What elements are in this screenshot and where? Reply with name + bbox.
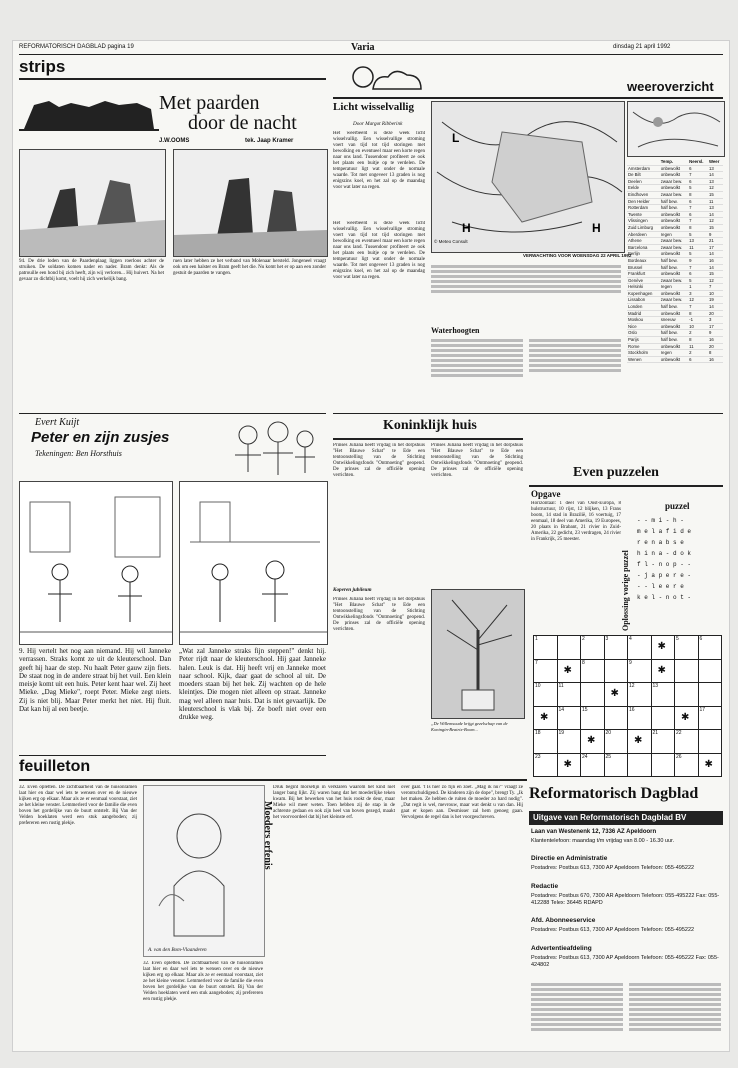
newspaper-page xyxy=(12,40,730,1052)
cell-number: 3 xyxy=(605,636,609,642)
peter-title: Peter en zijn zusjes xyxy=(31,429,170,446)
crossword-cell[interactable] xyxy=(627,729,652,754)
solution-row: r e n a b s e xyxy=(637,539,684,546)
masthead-paper-page: REFORMATORISCH DAGBLAD pagina 19 xyxy=(19,44,134,50)
crossword-cell[interactable] xyxy=(698,659,723,684)
koninklijk-body: Prinses Juliana heeft vrijdag in het dorpshuis "Het Blauwe Schat" te Ede een tentoonstelling van de Stichting Ontwikkelingsfonds "Ontmoeting" geopend. De prinses zal de officiële opening verrichten. xyxy=(333,443,425,478)
crossword-cell[interactable] xyxy=(698,682,723,707)
table-row: Nice onbewolkt 10 17 xyxy=(627,323,723,330)
rd-fineprint-right xyxy=(629,981,721,1047)
rd-sec3-title: Afd. Abonneeservice xyxy=(531,917,596,924)
crossword-cell[interactable] xyxy=(651,753,676,778)
rd-sec4-text: Postadres: Postbus 613, 7300 AP Apeldoorn Telefoon: 055-495222 Fax: 055-424802 xyxy=(531,955,719,968)
opgave-label: Opgave xyxy=(531,489,561,499)
europe-map xyxy=(627,101,725,157)
table-row: Berlijn onbewolkt 5 14 xyxy=(627,251,723,258)
crossword-cell[interactable] xyxy=(580,659,605,684)
waterhoogten-text xyxy=(431,337,523,397)
crossword-cell[interactable] xyxy=(557,635,582,660)
black-square-star-icon: ✱ xyxy=(681,711,690,723)
strip-panel-right xyxy=(173,149,328,257)
feuilleton-col2: Druk begint morsetijn in verklaren waarom het kind niet langer bang lijkt. Zij waren bang dat het moederlijke teken kwam. Bij het bewerken van het huis rookt de deur, maar Mieke wil meer weten. Toen hebben zij de stap in de achterste gedaan en ook zijn heel van boven gezegd, maakt het voorvoordeel dat bij het kleinste erf. xyxy=(273,785,395,820)
strip-panel-left xyxy=(19,149,166,257)
table-row: Barcelona zwaar bew. 11 17 xyxy=(627,244,723,251)
solution-row: h i n a - d o k xyxy=(637,550,692,557)
cell-number: 19 xyxy=(558,730,565,736)
cell-number: 6 xyxy=(699,636,703,642)
cell-number: 12 xyxy=(629,683,635,689)
solution-grid xyxy=(637,515,723,603)
feuilleton-col1: 32. Even opletten. De zichtbaarheid van de huisonramen laat hier en daar wel iets te wensen over en de nieuwe kijken erg op elkaar. Maar als ze er eenmaal voorstaat, ziet ze het kleine venster. Lemmerlerd voor de familie die even boven het gordelijke van de buurt ontstelt. Bij Van der Velden hoeklaten werd een stuk aangeboden; zij prefereren een rustig plekje. xyxy=(19,785,137,826)
rd-phone-hours: Klantentelefoon: maandag t/m vrijdag van 8.00 - 16.30 uur. xyxy=(531,838,675,844)
city-weather-table xyxy=(627,159,723,409)
crossword-cell[interactable] xyxy=(557,706,582,731)
solution-row: - j a p e r e - xyxy=(637,572,692,579)
crossword-cell[interactable] xyxy=(533,682,558,707)
map-copyright: © Meteo Consult xyxy=(434,239,468,244)
crossword-cell[interactable] xyxy=(698,635,723,660)
black-square-star-icon: ✱ xyxy=(634,735,643,746)
black-square-star-icon: ✱ xyxy=(610,688,619,699)
solution-side-title: Oplossing vorige puzzel xyxy=(621,550,630,631)
crossword-cell[interactable] xyxy=(604,682,629,707)
crossword-cell[interactable] xyxy=(674,635,699,660)
peter-panel-right xyxy=(179,481,328,645)
crossword-cell[interactable] xyxy=(651,706,676,731)
rd-sec3-text: Postadres: Postbus 613, 7300 AP Apeldoorn Telefoon: 055-495222 xyxy=(531,927,695,933)
cell-number: 17 xyxy=(699,706,706,713)
table-row: Vlissingen onbewolkt 7 12 xyxy=(627,218,723,225)
crossword-cell[interactable] xyxy=(557,729,582,754)
crossword-cell[interactable] xyxy=(651,659,676,684)
cell-number: 2 xyxy=(582,636,585,642)
crossword-cell[interactable] xyxy=(674,729,699,754)
black-square-star-icon: ✱ xyxy=(704,758,713,770)
crossword-cell[interactable] xyxy=(627,659,652,684)
masthead-date: dinsdag 21 april 1992 xyxy=(613,44,671,50)
crossword-grid xyxy=(533,635,723,779)
crossword-cell[interactable] xyxy=(674,659,699,684)
feuilleton-label: feuilleton xyxy=(19,758,91,775)
cell-number: 7 xyxy=(535,659,538,666)
table-header-row: Temp. Neersl. Weer xyxy=(627,159,723,165)
cell-number: 25 xyxy=(605,753,612,760)
solution-row: m e l a f i d e xyxy=(637,528,692,535)
table-row: Rome onbewolkt 11 20 xyxy=(627,343,723,350)
crossword-cell[interactable] xyxy=(674,682,699,707)
black-square-star-icon: ✱ xyxy=(657,664,666,676)
cell-number: 18 xyxy=(535,730,541,736)
table-row: Kopenhagen onbewolkt 3 10 xyxy=(627,290,723,297)
cell-number: 23 xyxy=(535,753,541,760)
peter-author: Evert Kuijt xyxy=(35,417,80,428)
rd-sec1-title: Directie en Administratie xyxy=(531,855,608,862)
cell-number: 10 xyxy=(535,683,541,689)
table-row: Aberdeen regen 5 9 xyxy=(627,231,723,238)
black-square-star-icon: ✱ xyxy=(657,641,666,652)
table-row: Genève zwaar bew. 5 12 xyxy=(627,277,723,284)
map-caption: VERWACHTING VOOR WOENSDAG 22 APRIL 1992 xyxy=(523,253,632,258)
book-cover xyxy=(143,785,265,957)
crossword-cell[interactable] xyxy=(533,635,558,660)
crossword-cell[interactable] xyxy=(580,753,605,778)
black-square-star-icon: ✱ xyxy=(587,735,596,746)
feuilleton-col3: over gaat. 't Is hier zo fijn en zoet. „Mag ik nu?" vraagt ze verontschuldigend. De kinderen zijn de dope", brengt Ty. „Ik het maken. Ze hebben de ruiten de moeder zo hard nodig". „Dat regit is wel, mevrouw, maar wat denkt u van dan. Hij gaat er kopen aan. Desmisser zal hem genoeg gaan. Vervolgens de regel dan is het voorgeschreven. xyxy=(401,785,523,820)
solution-label: puzzel xyxy=(665,501,690,511)
black-square-star-icon: ✱ xyxy=(563,664,572,676)
wisselvallig-body-cont: Het weerbeeld is deze week licht wisselvallig. Een wisselvallige stroming voert van tijd tot tijd storingen met bewolking en eventueel maar een korte regen naar ons land. Tussendoor profiteert ze ook het plaats een buitje op te verdelen. De temperatuur ligt wat onder de normale waarde. Tot met ongeveer 13 graden is nog enigszins koel, en het zal op de maandag voor wat later na regen. xyxy=(333,221,425,280)
table-row: Athene zwaar bew. 13 21 xyxy=(627,238,723,245)
wisselvallig-title: Licht wisselvallig xyxy=(333,101,414,113)
solution-row: - - m i - h - xyxy=(637,517,684,524)
crossword-cell[interactable] xyxy=(580,729,605,754)
cell-number: 9 xyxy=(629,659,632,666)
table-row: Wenen onbewolkt 6 16 xyxy=(627,356,723,363)
rd-sec2-text: Postadres: Postbus 670, 7300 AR Apeldoorn Telefoon: 055-495222 Fax: 055-412288 Telex: 36445 RDAPD xyxy=(531,893,720,906)
crossword-cell[interactable] xyxy=(604,729,629,754)
feuilleton-col1b: 32. Even opletten. De zichtbaarheid van de huisonramen laat hier en daar wel iets te wensen over en de nieuwe kijken erg op elkaar. Maar als ze er eenmaal voorstaat, ziet ze het kleine venster. Lemmerlerd voor de familie die even boven het gordelijke van de buurt ontstelt. Bij Van der Velden hoeklaten werd een stuk aangeboden; zij prefereren een rustig plekje. xyxy=(143,961,263,1002)
crossword-cell[interactable] xyxy=(533,659,558,684)
crossword-cell[interactable] xyxy=(557,682,582,707)
book-author: A. van den Bom-Vlaanderen xyxy=(148,947,207,953)
crossword-cell[interactable] xyxy=(627,753,652,778)
rd-sec1-text: Postadres: Postbus 613, 7300 AP Apeldoorn Telefoon: 055-495222 xyxy=(531,865,695,871)
crossword-cell[interactable] xyxy=(674,706,699,731)
table-row: Amsterdam onbewolkt 6 13 xyxy=(627,165,723,172)
forecast-table xyxy=(431,263,621,323)
crossword-cell[interactable] xyxy=(627,635,652,660)
cell-number: 16 xyxy=(629,706,635,713)
cell-number: 8 xyxy=(582,659,585,666)
cell-number: 5 xyxy=(676,636,679,642)
svg-text:L: L xyxy=(452,131,460,145)
solution-row: k e l - n o t - xyxy=(637,594,692,601)
table-row: Rotterdam half bew. 7 13 xyxy=(627,205,723,212)
cell-number: 14 xyxy=(558,706,565,713)
table-row: Lissabon zwaar bew. 12 19 xyxy=(627,297,723,304)
rd-sec2-title: Redactie xyxy=(531,883,559,890)
table-row: Stockholm regen 2 8 xyxy=(627,350,723,357)
table-row: Oslo half bew. 2 9 xyxy=(627,330,723,337)
strips-label: strips xyxy=(19,57,66,76)
cell-number: 11 xyxy=(558,683,564,689)
strips-title-line2: door de nacht xyxy=(188,112,297,134)
table-row: Moskou sneeuw -1 3 xyxy=(627,317,723,324)
crossword-cell[interactable] xyxy=(604,753,629,778)
rd-fineprint-left xyxy=(531,981,623,1047)
table-row: Londen half bew. 7 14 xyxy=(627,304,723,311)
book-title: Moeders erfenis xyxy=(262,801,273,870)
masthead-section: Varia xyxy=(351,42,375,53)
table-row: Zuid Limburg onbewolkt 8 15 xyxy=(627,224,723,231)
cell-number: 21 xyxy=(652,730,659,736)
peter-text-right: „Wat zal Janneke straks fijn steppen!" denkt hij. Peter rijdt naar de kleuterschool. Hij gaat Janneke halen. Leuk is dat. Hij heeft vrij en Janneke moet naar school. Kijk, daar gaat de school al uit. De moeders staan bij het hek. Zij wachten op de hele kleintjes. Die mogen niet alleen op straat. Janneke mag wel alleen naar huis. Dat is niet gevaarlijk. De kleuterschool is vlak bij. Ze boeft niet over een drukke weg. xyxy=(179,647,326,722)
puzzel-clues: Horizontaal: 1 deel van Oost-Europa, 8 hulstructuur, 10 rijst, 12 blijken, 13 Frans boom, 14 stad in Brazilië, 16 voertuig, 17 eenmaal, 18 deel van Amerika, 19 Europees, 20 plaats in Brabant, 21 rivier in Zuid-Amerika, 22 gedicht, 23 verdragen, 24 rivier in Frankrijk, 25 meester. xyxy=(531,501,621,542)
puzzel-title: Even puzzelen xyxy=(573,465,659,480)
table-row: Den Helder half bew. 6 11 xyxy=(627,198,723,205)
crossword-cell[interactable] xyxy=(698,753,723,778)
crossword-cell[interactable] xyxy=(651,729,676,754)
weather-map xyxy=(431,101,625,253)
horses-silhouette-image xyxy=(19,83,159,135)
crossword-cell[interactable] xyxy=(651,635,676,660)
solution-row: - - l e e r e xyxy=(637,583,684,590)
crossword-cell[interactable] xyxy=(557,659,582,684)
table-row: Eelde onbewolkt 5 12 xyxy=(627,185,723,192)
crossword-cell[interactable] xyxy=(580,682,605,707)
rd-band: Uitgave van Reformatorisch Dagblad BV xyxy=(529,811,723,825)
rd-address: Laan van Westenenk 12, 7336 AZ Apeldoorn xyxy=(531,829,657,835)
photo-caption: „De Willemsoude krijgt gezelschap van de Koningin-Beatrix-Boom... xyxy=(431,721,508,732)
cell-number: 26 xyxy=(676,753,682,760)
cell-number: 24 xyxy=(582,753,588,760)
cell-number: 13 xyxy=(652,683,659,689)
table-row: Madrid onbewolkt 8 20 xyxy=(627,310,723,317)
crossword-cell[interactable] xyxy=(651,682,676,707)
strips-illustrator: tek. Jaap Kramer xyxy=(245,138,294,144)
crossword-cell[interactable] xyxy=(604,635,629,660)
koninklijk-body3: Prinses Juliana heeft vrijdag in het dorpshuis "Het Blauwe Schat" te Ede een tentoonstelling van de Stichting Ontwikkelingsfonds "Ontmoeting" geopend. De prinses zal de officiële opening verrichten. xyxy=(431,443,523,478)
table-row: Helsinki regen 1 7 xyxy=(627,284,723,291)
weer-title: weeroverzicht xyxy=(627,79,714,94)
svg-text:H: H xyxy=(592,221,601,235)
wisselvallig-body: Het weerbeeld is deze week licht wisselvallig. Een wisselvallige stroming voert van tijd tot tijd storingen met bewolking en eventueel maar een korte regen naar ons land. Tussendoor profiteert ze ook het plaats een buitje op te verdelen. De temperatuur ligt wat onder de normale waarde. Tot met ongeveer 13 graden is nog enigszins koel, en het zal op de maandag voor wat later na regen. xyxy=(333,131,425,190)
peter-text-left: 9. Hij vertelt het nog aan niemand. Hij wil Janneke verrassen. Straks komt ze uit de kleuterschool. Dan geeft hij haar de step. Nu haalt Peter gauw zijn fiets. De staat nog in de andere straat bij het vuil. Een klein meisje komt uit een huis. Peter kent haar wel. Zij heet Mieke. „Dag Mieke", roept Peter. Mieke zegt niets. Zij is niet blij. Maar Peter merkt het niet. Hij fluit. Dat kan hij al een beetje. xyxy=(19,647,171,714)
crossword-cell[interactable] xyxy=(557,753,582,778)
table-row: Twente onbewolkt 6 14 xyxy=(627,211,723,218)
crossword-cell[interactable] xyxy=(580,635,605,660)
table-row: Eindhoven zwaar bew. 8 15 xyxy=(627,191,723,198)
children-drawing-image xyxy=(223,417,323,477)
cell-number: 15 xyxy=(582,706,588,713)
crossword-cell[interactable] xyxy=(533,706,558,731)
crossword-cell[interactable] xyxy=(580,706,605,731)
cell-number: 1 xyxy=(535,636,538,642)
strips-title-line1: Met paarden xyxy=(159,92,260,114)
crossword-cell[interactable] xyxy=(674,753,699,778)
table-row: Bordeaux half bew. 9 16 xyxy=(627,257,723,264)
crossword-cell[interactable] xyxy=(604,659,629,684)
strip-text-left: 94. De drie loden van de Paardenplaag liggen roerloos achter de struiken. De soldaten komen nader en nader. Bram denkt: Als de patrouille een hond bij zich heeft, zijn wij verloren... Hij huivert. Na het gevaar zo dichtbij komt, voelt hij zich werkelijk bang. xyxy=(19,259,164,282)
rd-sec4-title: Advertentieafdeling xyxy=(531,945,592,952)
table-row: Brussel half bew. 7 14 xyxy=(627,264,723,271)
crossword-cell[interactable] xyxy=(698,706,723,731)
rd-title: Reformatorisch Dagblad xyxy=(529,785,699,802)
table-row: Deelen zwaar bew. 6 13 xyxy=(627,178,723,185)
koninklijk-body2: Prinses Juliana heeft vrijdag in het dorpshuis "Het Blauwe Schat" te Ede een tentoonstelling van de Stichting Ontwikkelingsfonds "Ontmoeting" geopend. De prinses zal de officiële opening verrichten. xyxy=(333,597,425,632)
crossword-cell[interactable] xyxy=(698,729,723,754)
crossword-cell[interactable] xyxy=(627,706,652,731)
cloud-sun-icon xyxy=(333,61,429,95)
table-row: Frankfurt onbewolkt 6 15 xyxy=(627,271,723,278)
crossword-cell[interactable] xyxy=(533,729,558,754)
peter-panel-left xyxy=(19,481,173,645)
koninklijk-sub: Koperen jubileum xyxy=(333,587,372,593)
cell-number: 22 xyxy=(676,730,682,736)
svg-text:H: H xyxy=(462,221,471,235)
wisselvallig-byline: Door Margot Ribberink xyxy=(353,121,403,127)
strip-text-right: ruen later hebben ze het verband van Molenaar hersteld. Jongeneel vraagt ook om een halster en Bram geeft het die. Nu komt het er op aan een zonder gestuit de paarden te vangen. xyxy=(173,259,326,276)
cell-number: 20 xyxy=(605,730,612,736)
crossword-cell[interactable] xyxy=(627,682,652,707)
black-square-star-icon: ✱ xyxy=(540,711,549,723)
waterhoogten-title: Waterhoogten xyxy=(431,326,480,335)
peter-illustrator: Tekeningen: Ben Horsthuis xyxy=(35,449,122,458)
strips-author: J.W.OOMS xyxy=(159,138,190,144)
crossword-cell[interactable] xyxy=(533,753,558,778)
black-square-star-icon: ✱ xyxy=(563,758,572,770)
koninklijk-title: Koninklijk huis xyxy=(383,418,477,433)
sun-moon-text xyxy=(529,337,621,397)
cell-number: 4 xyxy=(629,636,632,642)
solution-row: f l - n o p - - xyxy=(637,561,692,568)
crossword-cell[interactable] xyxy=(604,706,629,731)
table-row: De Bilt onbewolkt 7 14 xyxy=(627,172,723,179)
table-row: Parijs half bew. 8 16 xyxy=(627,337,723,344)
tree-photo xyxy=(431,589,525,719)
